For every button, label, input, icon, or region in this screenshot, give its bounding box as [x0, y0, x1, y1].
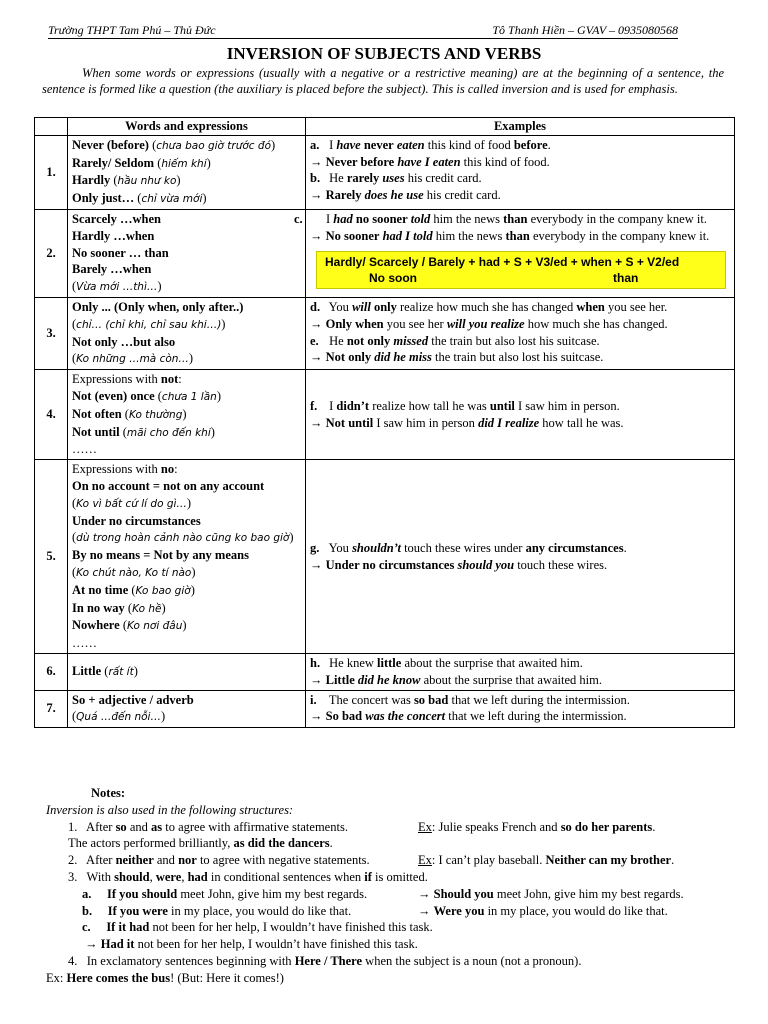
note-item: b. If you were in my place, you would do like that. → Were you in my place, you would do like that.	[82, 903, 668, 918]
examples-cell: g. You shouldn’t touch these wires under any circumstances. → Under no circumstances should you touch these wires.	[306, 460, 735, 654]
note-item: 2. After neither and nor to agree with negative statements. Ex: I can’t play baseball. Neither can my brother.	[68, 853, 675, 868]
table-row	[35, 135, 735, 209]
examples-cell: h. He knew little about the surprise that awaited him. → Little did he know about the surprise that awaited him.	[306, 653, 735, 690]
expressions-cell: Only ... (Only when, only after..) (chỉ… (chỉ khi, chỉ sau khi…)) Not only …but also (Ko những …mà còn…)	[68, 297, 306, 369]
examples-cell: c. I had no sooner told him the news than everybody in the company knew it. → No sooner had I told him the news than everybody in the company knew it. Hardly/ Scarcely / Barely + had + S + V3/ed + when + S + V2/ed No soon than	[306, 209, 735, 297]
notes-section	[46, 785, 736, 987]
expressions-cell: Expressions with no: On no account = not on any account (Ko vì bất cứ lí do gì…) Under no circumstances (dù trong hoàn cảnh nào cũng ko bao giờ) By no means = Not by any means (Ko chút nào, Ko tí nào) At no time (Ko bao giờ) In no way (Ko hề) Nowhere (Ko nơi đâu) ……	[68, 460, 306, 654]
document-title: INVERSION OF SUBJECTS AND VERBS	[226, 44, 542, 63]
note-item: a. If you should meet John, give him my best regards. → Should you meet John, give him my best regards.	[82, 886, 684, 901]
row-number: 3.	[35, 297, 68, 369]
row-number: 1.	[35, 135, 68, 209]
header-blank	[35, 118, 68, 136]
formula-line-1: Hardly/ Scarcely / Barely + had + S + V3/ed + when + S + V2/ed	[325, 254, 680, 269]
expressions-cell: Little (rất ít)	[68, 653, 306, 690]
note-item: → Had it not been for her help, I wouldn’t have finished this task.	[82, 937, 418, 952]
notes-heading: Notes:	[91, 786, 126, 800]
note-item: 4. In exclamatory sentences beginning with Here / There when the subject is a noun (not a pronoun).	[68, 953, 582, 968]
note-item: 1. After so and as to agree with affirmative statements. Ex: Julie speaks French and so do her parents.	[68, 819, 656, 834]
header-teacher: Tô Thanh Hiền – GVAV – 0935080568	[492, 23, 678, 37]
formula-highlight	[316, 251, 726, 289]
table-row	[35, 209, 735, 297]
note-item: c. If it had not been for her help, I wouldn’t have finished this task.	[82, 920, 433, 935]
intro-paragraph	[42, 65, 724, 97]
table-row	[35, 460, 735, 654]
formula-than: than	[613, 270, 639, 285]
table-row	[35, 653, 735, 690]
table-row	[35, 370, 735, 460]
expressions-cell: Never (before) (chưa bao giờ trước đó) Rarely/ Seldom (hiếm khi) Hardly (hầu như ko) Only just… (chỉ vừa mới)	[68, 135, 306, 209]
row-number: 2.	[35, 209, 68, 297]
notes-subheading: Inversion is also used in the following structures:	[46, 802, 294, 817]
table-header-row	[35, 118, 735, 136]
table-row	[35, 690, 735, 728]
row-number: 6.	[35, 653, 68, 690]
header-school: Trường THPT Tam Phú – Thủ Đức	[48, 23, 216, 37]
table-row	[35, 297, 735, 369]
row-number: 4.	[35, 370, 68, 460]
expressions-cell: Expressions with not: Not (even) once (chưa 1 lần) Not often (Ko thường) Not until (mãi cho đến khi) ……	[68, 370, 306, 460]
expressions-cell: Scarcely …when Hardly …when No sooner … than Barely …when (Vừa mới …thì…)	[68, 209, 306, 297]
examples-cell: a. I have never eaten this kind of food before. → Never before have I eaten this kind of food. b. He rarely uses his credit card. → Rarely does he use his credit card.	[306, 135, 735, 209]
examples-cell: f. I didn’t realize how tall he was until I saw him in person. → Not until I saw him in person did I realize how tall he was.	[306, 370, 735, 460]
note-item: 3. With should, were, had in conditional sentences when if is omitted.	[68, 869, 428, 884]
examples-cell: i. The concert was so bad that we left during the intermission. → So bad was the concert that we left during the intermission.	[306, 690, 735, 728]
header-examples: Examples	[306, 118, 735, 136]
inversion-table	[34, 117, 735, 728]
intro-text: When some words or expressions (usually with a negative or a restrictive meaning) are at the beginning of a sentence, the sentence is formed like a question (the auxiliary is placed before the subject). This is called inversion and is used for emphasis.	[42, 66, 724, 96]
expressions-cell: So + adjective / adverb (Quá …đến nỗi…)	[68, 690, 306, 728]
formula-no-sooner: No soon	[369, 270, 417, 285]
examples-cell: d. You will only realize how much she has changed when you see her. → Only when you see her will you realize how much she has changed. e. He not only missed the train but also lost his suitcase. → Not only did he miss the train but also lost his suitcase.	[306, 297, 735, 369]
note-item: The actors performed brilliantly, as did the dancers.	[68, 836, 333, 851]
header-words: Words and expressions	[68, 118, 306, 136]
note-item: Ex: Here comes the bus! (But: Here it comes!)	[46, 970, 284, 985]
row-number: 7.	[35, 690, 68, 728]
row-number: 5.	[35, 460, 68, 654]
page-header	[48, 22, 678, 39]
